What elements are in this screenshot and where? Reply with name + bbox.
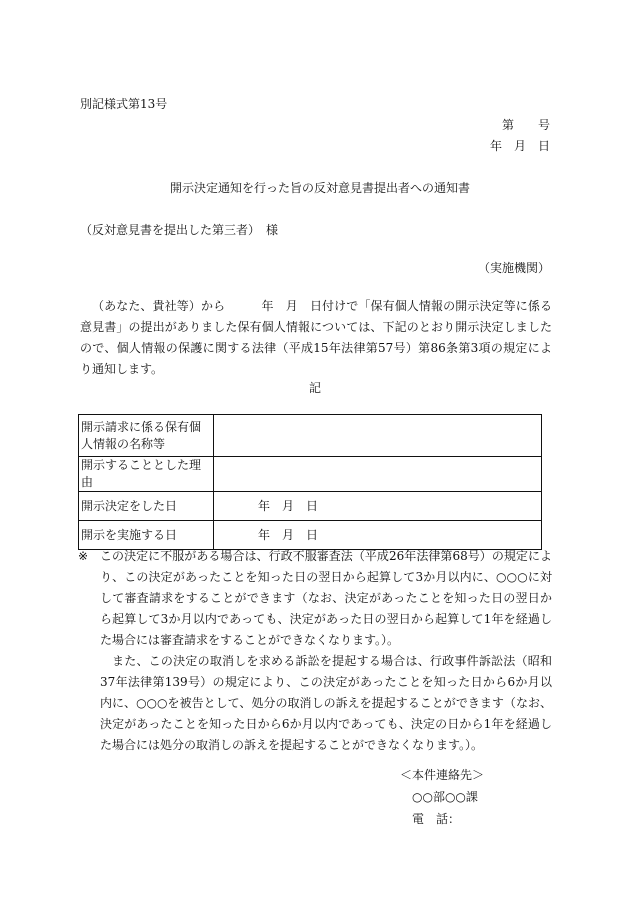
row-label: 開示することとした理由 (79, 457, 214, 492)
note-1-text: この決定に不服がある場合は、行政不服審査法（平成26年法律第68号）の規定により、この決定があったことを知った日の翌日から起算して3か月以内に、○○○に対して審査請求をすることができます（なお、決定があったことを知った日の翌日から起算して3か月以内であっても、決定があった日の翌日から起算して1年を経過した場合には審査請求をすることができなくなります。）。 (100, 549, 552, 647)
notes (78, 546, 552, 756)
body-paragraph (80, 296, 552, 380)
table-row (79, 457, 542, 492)
body-text: （あなた、貴社等）から 年 月 日付けで「保有個人情報の開示決定等に係る意見書」の提出がありました保有個人情報については、下記のとおり開示決定しましたので、個人情報の保護に関する法律（平成15年法律第57号）第86条第3項の規定により通知します。 (80, 299, 552, 376)
note-1 (78, 546, 552, 651)
addressee: （反対意見書を提出した第三者） 様 (80, 223, 279, 237)
note-mark: ※ (78, 549, 89, 563)
row-label: 開示請求に係る保有個人情報の名称等 (79, 415, 214, 457)
document-number: 第 号 (501, 118, 550, 132)
sender: （実施機関） (477, 261, 550, 275)
table-row (79, 415, 542, 457)
row-value: 年 月 日 (214, 521, 542, 550)
contact-phone: 電 話： (412, 812, 461, 826)
table-row (79, 492, 542, 521)
form-number: 別記様式第13号 (80, 97, 168, 111)
row-value (214, 415, 542, 457)
row-label: 開示決定をした日 (79, 492, 214, 521)
document-date: 年 月 日 (489, 139, 550, 153)
contact-department: ○○部○○課 (412, 790, 478, 804)
note-2-text: また、この決定の取消しを求める訴訟を提起する場合は、行政事件訴訟法（昭和37年法律第139号）の規定により、この決定があったことを知った日から6か月以内に、○○○を被告として、処分の取消しの訴えを提起することができます（なお、決定があったことを知った日から6か月以内であっても、決定の日から1年を経過した場合には処分の取消しの訴えを提起することができなくなります。）。 (100, 654, 552, 752)
info-table (78, 414, 542, 550)
document-title: 開示決定通知を行った旨の反対意見書提出者への通知書 (169, 181, 470, 195)
contact-heading: ＜本件連絡先＞ (400, 768, 485, 782)
row-label: 開示を実施する日 (79, 521, 214, 550)
ki-heading: 記 (308, 381, 321, 395)
contact-block (400, 764, 484, 830)
row-value (214, 457, 542, 492)
row-value: 年 月 日 (214, 492, 542, 521)
